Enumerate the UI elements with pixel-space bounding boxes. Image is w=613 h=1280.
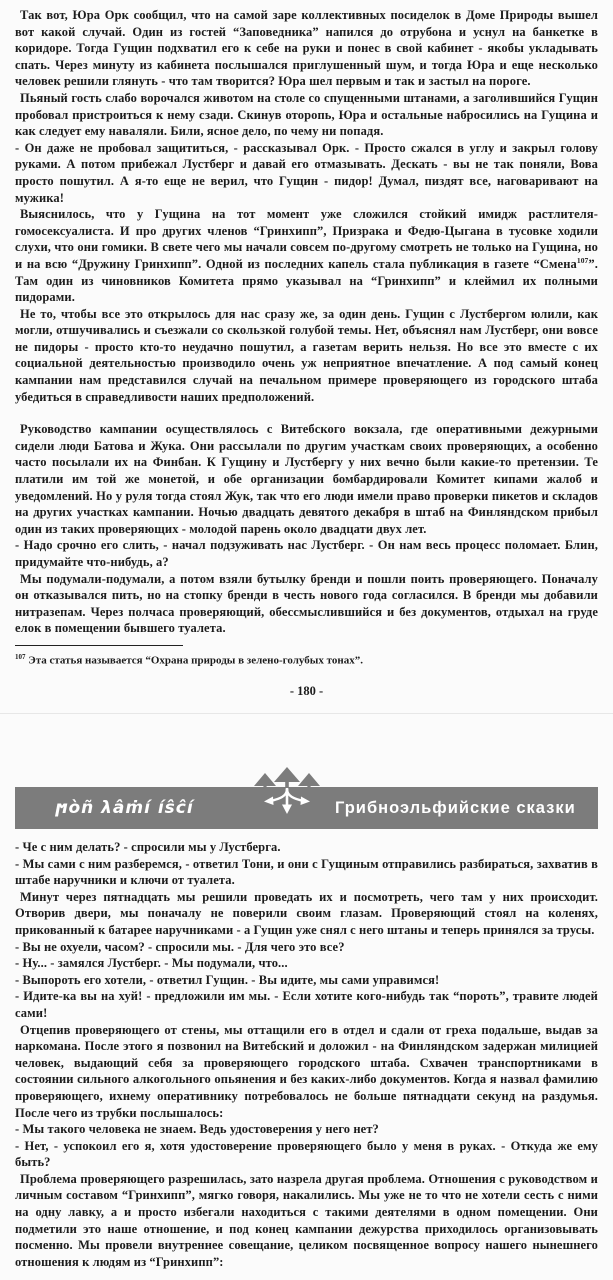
paragraph-text: Выяснилось, что у Гущина на тот момент уже сложился стойкий имидж растлителя-гомосексуалиста. И про других членов “Гринхипп”, Призрака и Федю-Цыгана в тусовке ходили слухи, что они гомики. В свете чего мы начали совсем по-другому смотреть не только на Гущина, но и на всю “Дружину Гринхипп”. Одной из последних капель стала публикация в газете “Смена <box>15 207 598 271</box>
dialogue-paragraph: - Мы такого человека не знаем. Ведь удостоверения у него нет? <box>15 1122 379 1137</box>
chapter-header-banner <box>15 787 598 829</box>
dialogue-paragraph: - Че с ним делать? - спросили мы у Лустберга. <box>15 840 281 854</box>
paragraph-with-footnote-ref <box>15 206 598 306</box>
chapter-title: Грибноэльфийские сказки <box>335 799 576 817</box>
footnote-rule <box>15 645 183 646</box>
footnote-marker: 107 <box>15 653 26 661</box>
footnote-text: Эта статья называется “Охрана природы в зелено-голубых тонах”. <box>28 654 363 667</box>
dialogue-paragraph: - Мы сами с ним разберемся, - ответил Тони, и они с Гущиным отправились разбираться, захватив в штабе наручники и ключи от туалета. <box>15 856 598 888</box>
mushrooms-icon <box>242 767 332 831</box>
page-1-text-block <box>15 0 598 637</box>
paragraph: Проблема проверяющего разрешилась, зато назрела другая проблема. Отношения с руководством и личным составом “Гринхипп”, мягко говоря, накалились. Мы уже не то что не хотели сесть с ними на одну лавку, а и просто избегали находиться с такими деятелями в одном помещении. Они подметили это наше отношение, и под конец кампании дежурства приходилось организовывать посменно. Мы провели внутреннее совещание, целиком посвященное вопросу нашего нынешнего отношения к людям из “Гринхипп”: <box>15 1171 598 1269</box>
page-2-text-block <box>15 839 598 1270</box>
footnote-reference: 107 <box>576 255 589 265</box>
book-page-2 <box>0 714 613 1280</box>
dialogue-paragraph: - Идите-ка вы на хуй! - предложили им мы. - Если хотите кого-нибудь так “пороть”, травите людей сами! <box>15 989 598 1020</box>
paragraph-text: ”. Там один из чиновников Комитета прямо указывал на “Гринхипп” и клеймил их полными пидорами. <box>15 256 598 305</box>
paragraph: Руководство кампании осуществлялось с Витебского вокзала, где оперативными дежурными сидели люди Батова и Жука. Они рассылали по другим участкам своих проверяющих, а особенно часто посылали их на Финбан. К Гущину и Лустбергу у них вечно были какие-то претензии. Те платили им той же монетой, и обе организации бомбардировали Комитет кипами жалоб и уведомлений. Но у руля тогда стоял Жук, так что его люди имели право проверки пикетов и складов на других участках кампании. Ночью двадцать девятого декабря в штаб на Финляндском прибыл один из таких проверяющих - молодой парень около двадцати двух лет. <box>15 422 598 536</box>
dialogue-paragraph: - Выпороть его хотели, - ответил Гущин. - Вы идите, мы сами управимся! <box>15 972 440 987</box>
dialogue-paragraph: - Вы не охуели, часом? - спросили мы. - Для чего это все? <box>15 939 345 954</box>
dialogue-paragraph: - Он даже не пробовал защититься, - рассказывал Орк. - Просто сжался в углу и закрыл голову руками. А потом прибежал Лустберг и давай его отмазывать. Дескать - вы не так поняли, Вова просто пошутил. А я-то еще не верил, что Гущин - пидор! Думал, пиздят все, наговаривают на мужика! <box>15 140 598 205</box>
paragraph: Не то, чтобы все это открылось для нас сразу же, за один день. Гущин с Лустбергом юлили, как могли, отшучивались и съезжали со скользкой голубой темы. Нет, объяснял нам Лустберг, они вовсе не пидоры - просто кто-то неудачно пошутил, а газетам верить нельзя. Но все это вместе с их социальной деятельностью производило очень уж неприятное впечатление. А под самый конец кампании нам представился случай на печальном примере проверяющего из городского штаба убедиться в справедливости наших предположений. <box>15 306 598 404</box>
page-number: - 180 - <box>289 684 324 698</box>
paragraph: Мы подумали-подумали, а потом взяли бутылку бренди и пошли поить проверяющего. Поначалу он отказывался пить, но на стопку бренди в честь нового года согласился. В бренди мы добавили нитразепам. Через полчаса проверяющий, обессмыслившийся и без документов, отдыхал на груде елок в помещении бывшего туалета. <box>15 571 598 636</box>
dialogue-paragraph: - Ну... - замялся Лустберг. - Мы подумали, что... <box>15 956 288 971</box>
dialogue-paragraph: - Надо срочно его слить, - начал подзуживать нас Лустберг. - Он нам весь процесс поломает. Блин, придумайте что-нибудь, а? <box>15 538 598 569</box>
paragraph: Пьяный гость слабо ворочался животом на столе со спущенными штанами, а заголившийся Гущин пробовал пристроиться к нему сзади. Скинув оторопь, Юра и остальные набросились на Гущина и как следует ему наваляли. Били, ясное дело, по чему ни попадя. <box>15 90 598 139</box>
paragraph: Минут через пятнадцать мы решили проведать их и посмотреть, чего там у них происходит. Отворив двери, мы поначалу не поверили своим глазам. Проверяющий стоял на коленях, прикованный к батарее наручниками - а Гущин уже снял с него штаны и теперь принялся за трусы. <box>15 889 598 937</box>
elvish-script-text: ϻòñ λâṁí íŝĉí <box>55 798 194 818</box>
paragraph: Отцепив проверяющего от стены, мы оттащили его в отдел и сдали от греха подальше, выдав за наркомана. После этого я позвонил на Витебский и доложил - на Финляндском задержан милицией человек, выдающий себя за проверяющего городского штаба. Схвачен транспортниками в состоянии сильного алкогольного опьянения и без каких-либо документов. Когда я назвал фамилию проверяющего, ихнему оперативнику потребовалось не больше пятнадцати секунд на раздумья. После чего из трубки послышалось: <box>15 1022 598 1120</box>
dialogue-paragraph: - Нет, - успокоил его я, хотя удостоверение проверяющего было у меня в руках. - Откуда же ему быть? <box>15 1138 598 1170</box>
footnote <box>15 650 575 668</box>
paragraph: Так вот, Юра Орк сообщил, что на самой заре коллективных посиделок в Доме Природы вышел вот какой случай. Один из гостей “Заповедника” напился до отрубона и уснул на банкетке в коридоре. Тогда Гущин подхватил его к себе на руки и понес в свой кабинет - якобы укладывать спать. Через минуту из кабинета послышался приглушенный шум, и тогда Юра и еще несколько человек решили глянуть - что там творится? Юра шел первым и так и застыл на пороге. <box>15 8 598 89</box>
